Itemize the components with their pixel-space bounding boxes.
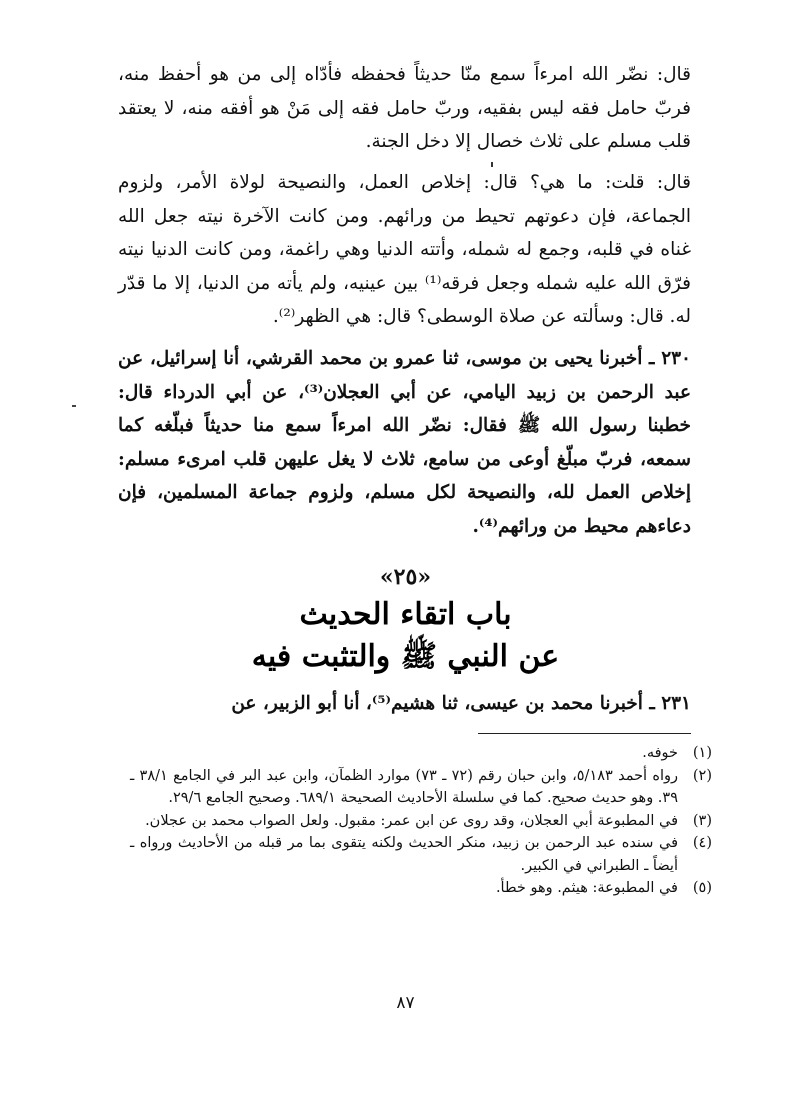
footnote-separator bbox=[478, 733, 691, 734]
chapter-number: «٢٥» bbox=[379, 564, 432, 590]
footnote-number: (١) bbox=[692, 745, 712, 761]
footnote-text: رواه أحمد ٥/١٨٣، وابن حبان رقم (٧٢ ـ ٧٣) موارد الظمآن، وابن عبد البر في الجامع ٣٨/١ ـ ٣٩. وهو حديث صحيح. كما في سلسلة الأحاديث الصحيحة ٦٨٩/١. وصحيح الجامع ٢٩/٦. bbox=[130, 767, 678, 806]
footnote bbox=[130, 742, 712, 765]
chapter-title-line-1: باب اتقاء الحديث bbox=[299, 597, 512, 632]
footnote bbox=[130, 765, 712, 810]
footnote bbox=[130, 832, 712, 877]
chapter-title-line-2: عن النبي ﷺ والتثبت فيه bbox=[251, 639, 560, 674]
footnotes bbox=[130, 742, 712, 900]
footnote-number: (٤) bbox=[692, 835, 712, 851]
margin-mark bbox=[72, 405, 76, 407]
paragraph-hadith-230: ٢٣٠ ـ أخبرنا يحيى بن موسى، ثنا عمرو بن محمد القرشي، أنا إسرائيل، عن عبد الرحمن بن زبيد اليامي، عن أبي العجلان⁽³⁾، عن أبي الدرداء قال: خطبنا رسول الله ﷺ فقال: نضّر الله امرءاً سمع منا حديثاً فبلّغه كما سمعه، فربّ مبلّغ أوعى من سامع، ثلاث لا يغل عليهن قلب امرىء مسلم: إخلاص العمل لله، والنصيحة لكل مسلم، ولزوم جماعة المسلمين، فإن دعاءهم محيط من ورائهم⁽⁴⁾. bbox=[118, 348, 691, 537]
footnote-number: (٣) bbox=[692, 812, 712, 829]
footnote-number: (٥) bbox=[692, 880, 712, 896]
paragraph-hadith-231: ٢٣١ ـ أخبرنا محمد بن عيسى، ثنا هشيم⁽⁵⁾، أنا أبو الزبير، عن bbox=[231, 693, 691, 714]
paragraph-three-qualities: قال: قلت: ما هي؟ قال: إخلاص العمل، والنصيحة لولاة الأمر، ولزوم الجماعة، فإن دعوتهم تحيط من ورائهم. ومن كانت الآخرة نيته جعل الله غناه في قلبه، وجمع له شمله، وأتته الدنيا وهي راغمة، ومن كانت الدنيا نيته فرّق الله عليه شمله وجعل فرقه⁽¹⁾ بين عينيه، ولم يأته من الدنيا، إلا ما قدّر له. قال: وسألته عن صلاة الوسطى؟ قال: هي الظهر⁽²⁾. bbox=[118, 172, 691, 327]
footnote bbox=[130, 810, 712, 833]
footnote-text: خوفه. bbox=[642, 745, 678, 761]
footnote-text: في سنده عبد الرحمن بن زبيد، منكر الحديث ولكنه يتقوى بما مر قبله من الأحاديث ورواه ـ أيضاً ـ الطبراني في الكبير. bbox=[130, 835, 678, 874]
footnote-number: (٢) bbox=[692, 767, 712, 784]
footnote-text: في المطبوعة: هيثم. وهو خطأ. bbox=[495, 880, 678, 896]
footnote bbox=[130, 877, 712, 900]
page-number: ٨٧ bbox=[396, 993, 415, 1013]
footnote-text: في المطبوعة أبي العجلان، وقد روى عن ابن عمر: مقبول. ولعل الصواب محمد بن عجلان. bbox=[145, 812, 678, 829]
paragraph-hadith-text: قال: نضّر الله امرءاً سمع منّا حديثاً فحفظه فأدّاه إلى من هو أحفظ منه، فربّ حامل فقه ليس بفقيه، وربّ حامل فقه إلى مَنْ هو أفقه منه، لا يعتقد قلب مسلم على ثلاث خصال إلا دخل الجنة. bbox=[118, 64, 691, 152]
